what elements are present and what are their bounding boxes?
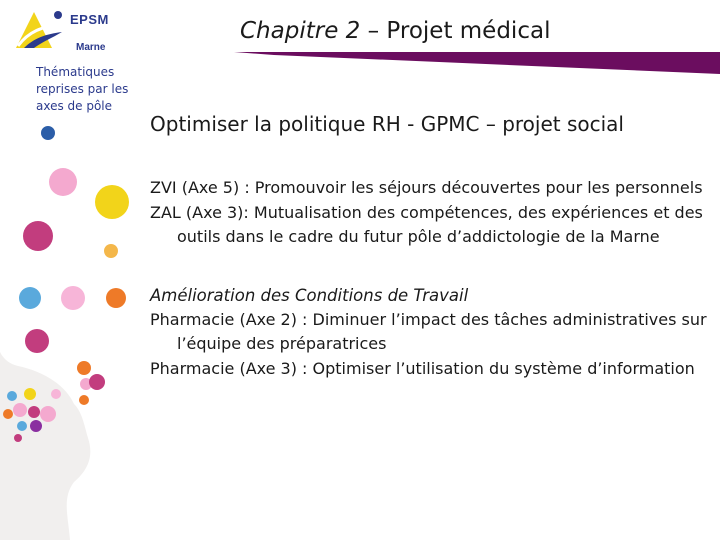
chapter-label: Chapitre 2 [240,18,361,44]
section2-item: Pharmacie (Axe 2) : Diminuer l’impact des tâches administratives sur l’équipe des préparatrices [150,309,707,353]
slide-content [150,112,715,381]
dot-magenta [23,221,53,251]
logo-name: EPSM [70,12,109,27]
decorative-dots [0,120,140,540]
epsm-logo [12,8,136,62]
dot-yellow-large [95,185,129,219]
dot-magenta-small [25,329,49,353]
logo-subname: Marne [76,42,106,53]
section1-item: ZVI (Axe 5) : Promouvoir les séjours découvertes pour les personnels [150,178,703,197]
dot-yellow-small [104,244,118,258]
title-underline-bar [234,50,720,78]
title-text: Projet médical [386,18,551,44]
dot-blue [41,126,55,140]
dot-pink-large [49,168,77,196]
section1-heading: Optimiser la politique RH - GPMC – projet social [150,112,624,136]
dot-light-blue [19,287,41,309]
dot-orange [106,288,126,308]
section1-item: ZAL (Axe 3): Mutualisation des compétences, des expériences et des outils dans le cadre du futur pôle d’addictologie de la Marne [150,202,703,246]
dot-pink [61,286,85,310]
page-title [240,18,550,44]
section2-heading: Amélioration des Conditions de Travail [150,285,469,305]
head-silhouette-icon [0,352,90,540]
section2-item: Pharmacie (Axe 3) : Optimiser l’utilisation du système d’information [150,358,695,378]
title-separator: – [360,18,387,44]
side-caption: Thématiques reprises par les axes de pôle [36,65,129,113]
logo-mark-icon [12,8,68,52]
